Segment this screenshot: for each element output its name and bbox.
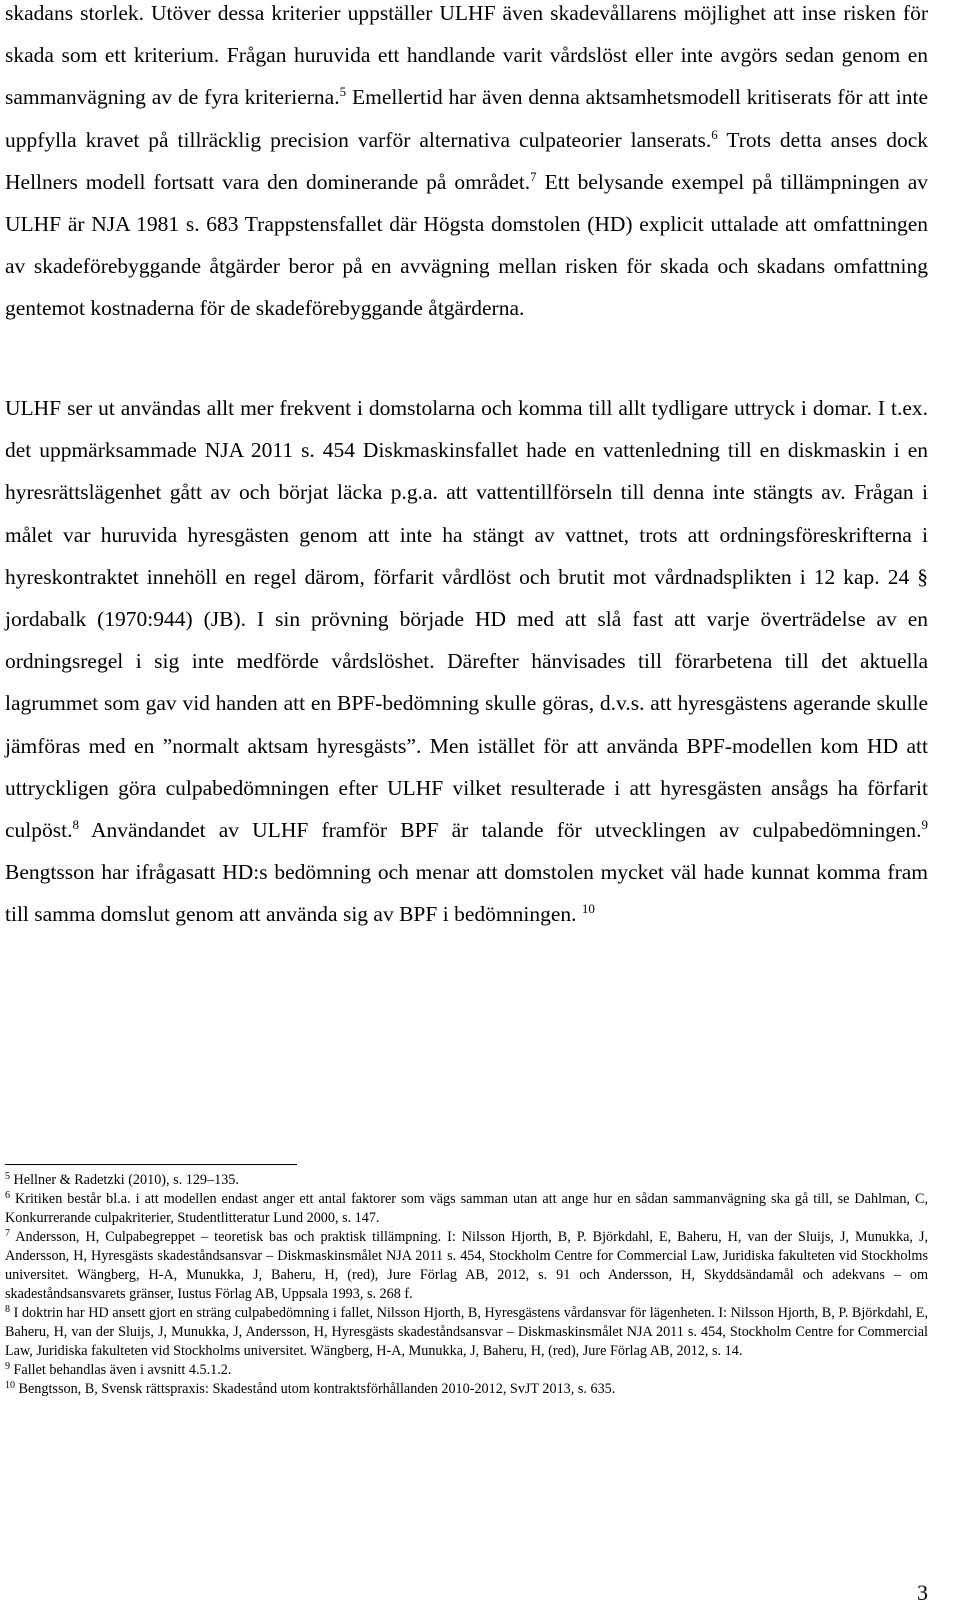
paragraph-1-segment-4: Ett belysande exempel på tillämpningen av ULHF är NJA 1981 s. 683 Trappstensfallet där Högsta domstolen (HD) explicit uttalade att omfattningen av skadeförebyggande åtgärder beror på en avvägning mellan risken för skada och skadans omfattning gentemot kostnaderna för de skadeförebyggande åtgärderna. [5,169,928,321]
footnote-6 [5,1190,928,1228]
footnote-10 [5,1380,928,1399]
paragraph-1-segment-3: Trots detta anses dock Hellners modell fortsatt vara den dominerande på området. [5,127,928,194]
footnote-8 [5,1304,928,1361]
body-paragraph-2 [5,387,928,936]
paragraph-1-segment-1: skadans storlek. Utöver dessa kriterier uppställer ULHF även skadevållarens möjlighet att inse risken för skada som ett kriterium. Frågan huruvida ett handlande varit vårdslöst eller inte avgörs sedan genom en sammanvägning av de fyra kriterierna. [5,1,928,110]
footnote-separator [5,1164,297,1165]
footnote-ref-7[interactable]: 7 [530,168,537,184]
footnote-text: Fallet behandlas även i avsnitt 4.5.1.2. [13,1362,232,1378]
footnote-5 [5,1171,928,1190]
footnote-number: 9 [5,1361,10,1372]
footnote-7 [5,1228,928,1304]
page-number: 3 [917,1580,928,1605]
footnote-number: 8 [5,1304,10,1315]
footnote-9 [5,1361,928,1380]
footnote-ref-10[interactable]: 10 [581,901,595,917]
footnote-number: 5 [5,1171,10,1182]
footnote-number: 10 [5,1380,15,1391]
paragraph-1-segment-2: Emellertid har även denna aktsamhetsmodell kritiserats för att inte uppfylla kravet på tillräcklig precision varför alternativa culpateorier lanserats. [5,85,929,152]
footnote-number: 7 [5,1228,10,1239]
footnote-ref-5[interactable]: 5 [339,84,347,100]
footnote-ref-9[interactable]: 9 [921,817,928,833]
footnote-text: Kritiken består bl.a. i att modellen endast anger ett antal faktorer som vägs samman utan att ange hur en sådan sammanvägning ska gå till, se Dahlman, C, Konkurrerande culpakriterier, Studentlitteratur Lund 2000, s. 147. [5,1191,928,1226]
body-paragraph-1 [5,0,928,330]
footnotes [5,1171,928,1399]
footnote-number: 6 [5,1190,10,1201]
footnote-text: Hellner & Radetzki (2010), s. 129–135. [13,1172,239,1188]
paragraph-2-segment-1: ULHF ser ut användas allt mer frekvent i domstolarna och komma till allt tydligare uttryck i domar. I t.ex. det uppmärksammade NJA 2011 s. 454 Diskmaskinsfallet hade en vattenledning till en diskmaskin i en hyresrättslägenhet gått av och börjat läcka p.g.a. att vattentillförseln till denna inte stängts av. Frågan i målet var huruvida hyresgästen genom att inte ha stängt av vattnet, trots att ordningsföreskrifterna i hyreskontraktet innehöll en regel därom, förfarit vårdlöst och brutit mot vårdnadsplikten i 12 kap. 24 § jordabalk (1970:944) (JB). I sin prövning började HD med att slå fast att varje överträdelse av en ordningsregel i sig inte medförde vårdslöshet. Därefter hänvisades till förarbetena till det aktuella lagrummet som gav vid handen att en BPF-bedömning skulle göras, d.v.s. att hyresgästens agerande skulle jämföras med en ”normalt aktsam hyresgästs”. Men istället för att använda BPF-modellen kom HD att uttryckligen göra culpabedömningen efter ULHF vilket resulterade i att hyresgästen ansågs ha förfarit culpöst. [5,396,928,843]
footnote-ref-8[interactable]: 8 [72,817,79,833]
paragraph-2-segment-2: Användandet av ULHF framför BPF är talande för utvecklingen av culpabedömningen. [90,818,922,843]
footnote-ref-6[interactable]: 6 [711,126,718,142]
footnote-text: I doktrin har HD ansett gjort en sträng culpabedömning i fallet, Nilsson Hjorth, B, Hyresgästens vårdansvar för lägenheten. I: Nilsson Hjorth, B, P. Björkdahl, E, Baheru, H, van der Sluijs, J, Munukka, J, Andersson, H, Hyresgästs skadeståndsansvar – Diskmaskinsmålet NJA 2011 s. 454, Stockholm Centre for Commercial Law, Juridiska fakulteten vid Stockholms universitet. Wängberg, H-A, Munukka, J, Baheru, H, (red), Jure Förlag AB, 2012, s. 14. [5,1305,929,1359]
paragraph-2-segment-3: Bengtsson har ifrågasatt HD:s bedömning och menar att domstolen mycket väl hade kunnat komma fram till samma domslut genom att använda sig av BPF i bedömningen. [5,860,928,927]
footnote-text: Bengtsson, B, Svensk rättspraxis: Skadestånd utom kontraktsförhållanden 2010-2012, SvJT 2013, s. 635. [18,1381,616,1397]
footnote-text: Andersson, H, Culpabegreppet – teoretisk bas och praktisk tillämpning. I: Nilsson Hjorth, B, P. Björkdahl, E, Baheru, H, van der Sluijs, J, Munukka, J, Andersson, H, Hyresgästs skadeståndsansvar – Diskmaskinsmålet NJA 2011 s. 454, Stockholm Centre for Commercial Law, Juridiska fakulteten vid Stockholms universitet. Wängberg, H-A, Munukka, J, Baheru, H, (red), Jure Förlag AB, 2012, s. 91 och Andersson, H, Skyddsändamål och adekvans – om skadeståndsansvarets gränser, Iustus Förlag AB, Uppsala 1993, s. 268 f. [5,1229,929,1302]
